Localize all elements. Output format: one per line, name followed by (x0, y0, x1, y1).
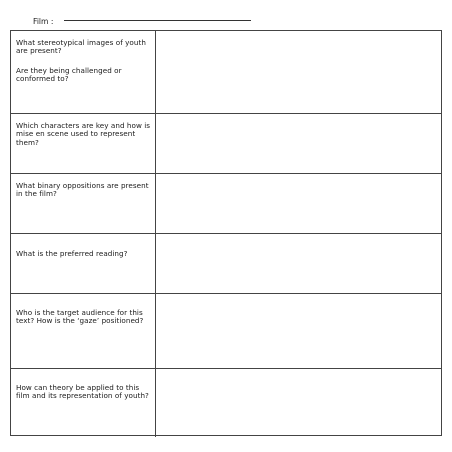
table-row (11, 234, 441, 294)
question-text: Who is the target audience for this text? How is the ‘gaze’ positioned? (16, 308, 144, 326)
question-text: Are they being challenged or conformed to? (16, 65, 122, 83)
answer-cell[interactable] (156, 114, 441, 173)
film-title-line (33, 12, 53, 26)
question-cell (11, 234, 156, 293)
answer-cell[interactable] (156, 294, 441, 368)
film-title-blank[interactable] (64, 20, 251, 21)
table-row (11, 174, 441, 234)
question-cell (11, 31, 156, 113)
film-label: Film : (33, 17, 54, 26)
question-text: How can theory be applied to this film and its representation of youth? (16, 383, 149, 401)
question-text: Which characters are key and how is mise en scene used to represent them? (16, 121, 151, 147)
question-text: What binary oppositions are present in the film? (16, 181, 149, 199)
answer-cell[interactable] (156, 369, 441, 437)
question-text: What is the preferred reading? (16, 249, 128, 258)
table-row (11, 294, 441, 369)
answer-cell[interactable] (156, 31, 441, 113)
table-row (11, 31, 441, 114)
question-cell (11, 174, 156, 233)
table-row (11, 369, 441, 437)
answer-cell[interactable] (156, 174, 441, 233)
table-row (11, 114, 441, 174)
question-text: What stereotypical images of youth are present? (16, 38, 146, 56)
answer-cell[interactable] (156, 234, 441, 293)
question-cell (11, 294, 156, 368)
question-cell (11, 369, 156, 437)
question-cell (11, 114, 156, 173)
worksheet-table (10, 30, 442, 436)
